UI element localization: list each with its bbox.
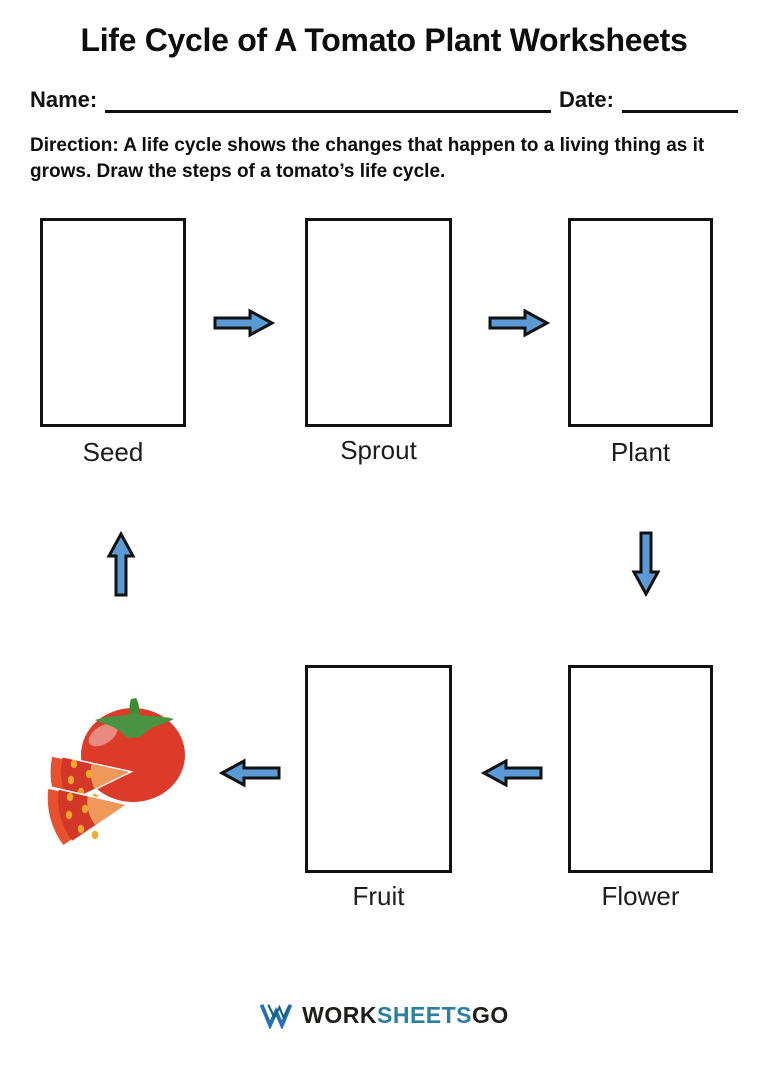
drawing-box-plant[interactable] bbox=[568, 218, 713, 427]
logo-word-part2: SHEETS bbox=[377, 1001, 473, 1028]
arrow-right-icon bbox=[213, 307, 275, 339]
stage-label-flower: Flower bbox=[601, 881, 680, 911]
tomato-illustration bbox=[33, 693, 195, 865]
drawing-box-fruit[interactable] bbox=[305, 665, 452, 873]
direction-text: Direction: A life cycle shows the changes that happen to a living thing as it grows. Draw the steps of a tomato’s life cycle. bbox=[30, 135, 705, 182]
logo-wordmark bbox=[302, 1002, 509, 1029]
drawing-box-seed[interactable] bbox=[40, 218, 186, 427]
page-title: Life Cycle of A Tomato Plant Worksheets bbox=[80, 22, 688, 58]
arrow-up-icon bbox=[106, 531, 136, 597]
arrow-left-icon bbox=[481, 757, 543, 789]
worksheetsgo-logo bbox=[0, 1001, 768, 1029]
stage-label-sprout: Sprout bbox=[340, 435, 417, 465]
logo-word-part1: WORK bbox=[302, 1001, 377, 1028]
stage-label-fruit: Fruit bbox=[352, 881, 405, 911]
name-date-row bbox=[30, 86, 738, 113]
worksheetsgo-w-icon bbox=[259, 1001, 293, 1029]
drawing-box-sprout[interactable] bbox=[305, 218, 452, 427]
arrow-right-icon bbox=[488, 307, 550, 339]
date-label: Date: bbox=[558, 87, 614, 112]
arrow-left-icon bbox=[219, 757, 281, 789]
stage-label-seed: Seed bbox=[82, 437, 144, 467]
date-input-line[interactable] bbox=[622, 86, 738, 113]
name-label: Name: bbox=[30, 87, 98, 112]
logo-word-part3: GO bbox=[472, 1001, 509, 1028]
stage-label-plant: Plant bbox=[610, 437, 671, 467]
drawing-box-flower[interactable] bbox=[568, 665, 713, 873]
arrow-down-icon bbox=[631, 531, 661, 597]
name-input-line[interactable] bbox=[105, 86, 551, 113]
